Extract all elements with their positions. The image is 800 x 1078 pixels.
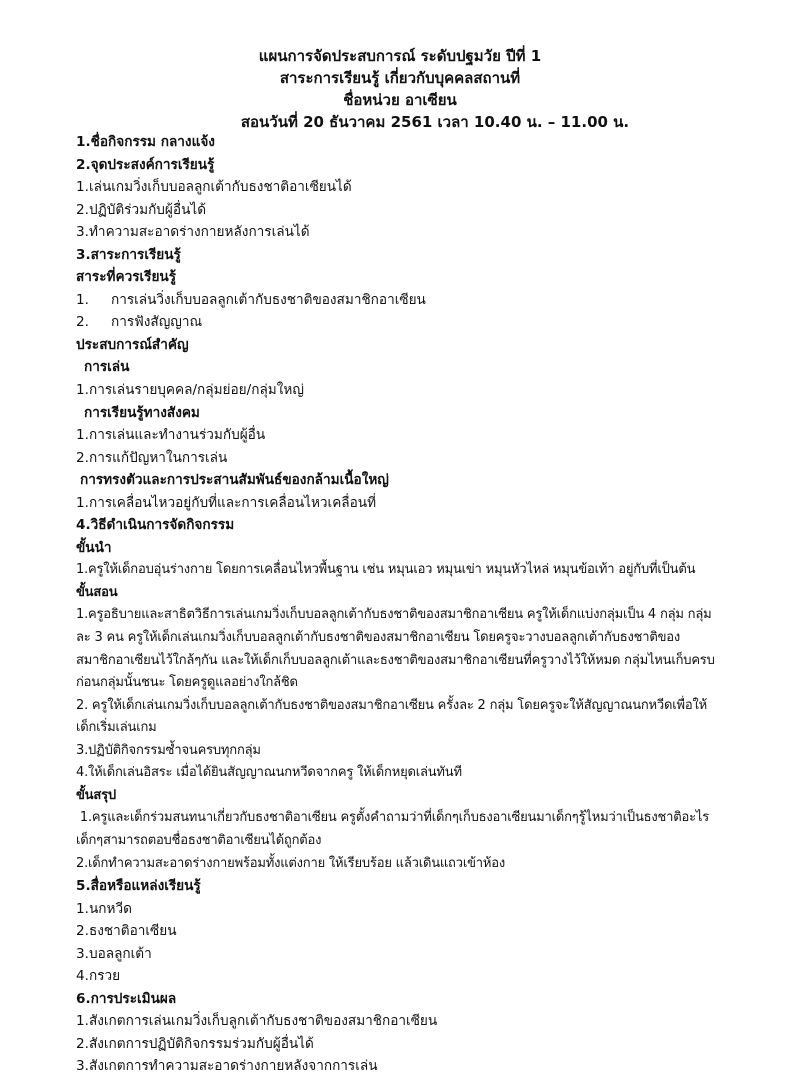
- section-1-heading: 1.ชื่อกิจกรรม กลางแจ้ง: [76, 134, 215, 150]
- teaching-stage-line: สมาชิกอาเซียนไว้ใกล้ๆกัน และให้เด็กเก็บบอลลูกเต้าและธงชาติของสมาชิกอาเซียนที่ครูวางไว้ให้หมด กลุ่มไหนเก็บครบ: [76, 652, 715, 668]
- content-subheading: สาระที่ควรเรียนรู้: [76, 269, 177, 286]
- content-item: [76, 311, 726, 334]
- summary-stage-line: 2.เด็กทำความสะอาดร่างกายพร้อมทั้งแต่งกาย ให้เรียบร้อย แล้วเดินแถวเข้าห้อง: [76, 855, 505, 871]
- content-item: [76, 289, 726, 312]
- schedule-line: สอนวันที่ 20 ธันวาคม 2561 เวลา 10.40 น. – 11.00 น.: [240, 113, 630, 131]
- unit-line: ชื่อหน่วย อาเซียน: [343, 91, 457, 109]
- play-subheading: การเล่น: [84, 359, 130, 376]
- motor-subheading: การทรงตัวและการประสานสัมพันธ์ของกล้ามเนื้อใหญ่: [80, 472, 389, 489]
- content-item-number: 2.: [76, 314, 89, 331]
- document-header: [0, 45, 800, 133]
- teaching-stage-line: 4.ให้เด็กเล่นอิสระ เมื่อได้ยินสัญญาณนกหวีดจากครู ให้เด็กหยุดเล่นทันที: [76, 765, 462, 781]
- resource-item: 3.บอลลูกเต้า: [76, 945, 152, 962]
- summary-stage-line: เด็กๆสามารถตอบชื่อธงชาติอาเซียนได้ถูกต้อง: [76, 832, 322, 848]
- social-item: 2.การแก้ปัญหาในการเล่น: [76, 449, 228, 466]
- content-item-text: การฟังสัญญาณ: [110, 314, 203, 331]
- teaching-stage-line: ก่อนกลุ่มนั้นชนะ โดยครูดูแลอย่างใกล้ชิด: [76, 675, 298, 691]
- teaching-stage-line: 3.ปฏิบัติกิจกรรมซ้ำจนครบทุกกลุ่ม: [76, 742, 261, 758]
- objective-item: 3.ทำความสะอาดร่างกายหลังการเล่นได้: [76, 224, 310, 241]
- play-item: 1.การเล่นรายบุคคล/กลุ่มย่อย/กลุ่มใหญ่: [76, 382, 304, 399]
- section-2-heading: 2.จุดประสงค์การเรียนรู้: [76, 156, 215, 173]
- resource-item: 1.นกหวีด: [76, 900, 132, 917]
- subject-line: สาระการเรียนรู้ เกี่ยวกับบุคคลสถานที่: [279, 69, 521, 87]
- intro-stage-heading: ขั้นนำ: [76, 539, 112, 556]
- intro-stage-item: 1.ครูให้เด็กอบอุ่นร่างกาย โดยการเคลื่อนไหวพื้นฐาน เช่น หมุนเอว หมุนเข่า หมุนหัวไหล่ หมุนข้อเท้า อยู่กับที่เป็นต้น: [76, 562, 696, 578]
- document-title: แผนการจัดประสบการณ์ ระดับปฐมวัย ปีที่ 1: [258, 47, 542, 65]
- resource-item: 4.กรวย: [76, 968, 121, 985]
- evaluation-item: 2.สังเกตการปฏิบัติกิจกรรมร่วมกับผู้อื่นได้: [76, 1035, 314, 1052]
- teaching-stage-line: ละ 3 คน ครูให้เด็กเล่นเกมวิ่งเก็บบอลลูกเต้ากับธงชาติของสมาชิกอาเซียน โดยครูจะวางบอลลูกเต้ากับธงชาติของ: [76, 630, 681, 646]
- content-item-number: 1.: [76, 291, 89, 308]
- resource-item: 2.ธงชาติอาเซียน: [76, 923, 177, 940]
- objective-item: 1.เล่นเกมวิ่งเก็บบอลลูกเต้ากับธงชาติอาเซียนได้: [76, 179, 352, 196]
- evaluation-item: 1.สังเกตการเล่นเกมวิ่งเก็บลูกเต้ากับธงชาติของสมาชิกอาเซียน: [76, 1013, 438, 1030]
- objective-item: 2.ปฏิบัติร่วมกับผู้อื่นได้: [76, 201, 207, 218]
- motor-item: 1.การเคลื่อนไหวอยู่กับที่และการเคลื่อนไหวเคลื่อนที่: [76, 494, 377, 511]
- teaching-stage-line: เด็กเริ่มเล่นเกม: [76, 720, 157, 736]
- content-item-text: การเล่นวิ่งเก็บบอลลูกเต้ากับธงชาติของสมาชิกอาเซียน: [110, 291, 426, 308]
- summary-stage-heading: ขั้นสรุป: [76, 787, 116, 803]
- key-experience-heading: ประสบการณ์สำคัญ: [76, 336, 189, 353]
- section-4-heading: 4.วิธีดำเนินการจัดกิจกรรม: [76, 517, 235, 534]
- social-item: 1.การเล่นและทำงานร่วมกับผู้อื่น: [76, 427, 266, 444]
- teaching-stage-line: 2. ครูให้เด็กเล่นเกมวิ่งเก็บบอลลูกเต้ากับธงชาติของสมาชิกอาเซียน ครั้งละ 2 กลุ่ม โดยครูจะให้สัญญาณนกหวีดเพื่อให้: [76, 697, 707, 713]
- section-3-heading: 3.สาระการเรียนรู้: [76, 246, 181, 263]
- summary-stage-line: 1.ครูและเด็กร่วมสนทนาเกี่ยวกับธงชาติอาเซียน ครูตั้งคำถามว่าที่เด็กๆเก็บธงอาเซียนมาเด็กๆรู้ไหมว่าเป็นธงชาติอะไร: [76, 810, 709, 826]
- section-5-heading: 5.สื่อหรือแหล่งเรียนรู้: [76, 878, 201, 895]
- teaching-stage-line: 1.ครูอธิบายและสาธิตวิธีการเล่นเกมวิ่งเก็บบอลลูกเต้ากับธงชาติของสมาชิกอาเซียน ครูให้เด็กแบ่งกลุ่มเป็น 4 กลุ่ม กลุ่ม: [76, 607, 712, 623]
- social-subheading: การเรียนรู้ทางสังคม: [84, 404, 200, 421]
- evaluation-item: 3.สังเกตการทำความสะอาดร่างกายหลังจากการเล่น: [76, 1058, 378, 1075]
- teaching-stage-heading: ขั้นสอน: [76, 584, 118, 600]
- document-body: [76, 131, 726, 1078]
- section-6-heading: 6.การประเมินผล: [76, 990, 177, 1007]
